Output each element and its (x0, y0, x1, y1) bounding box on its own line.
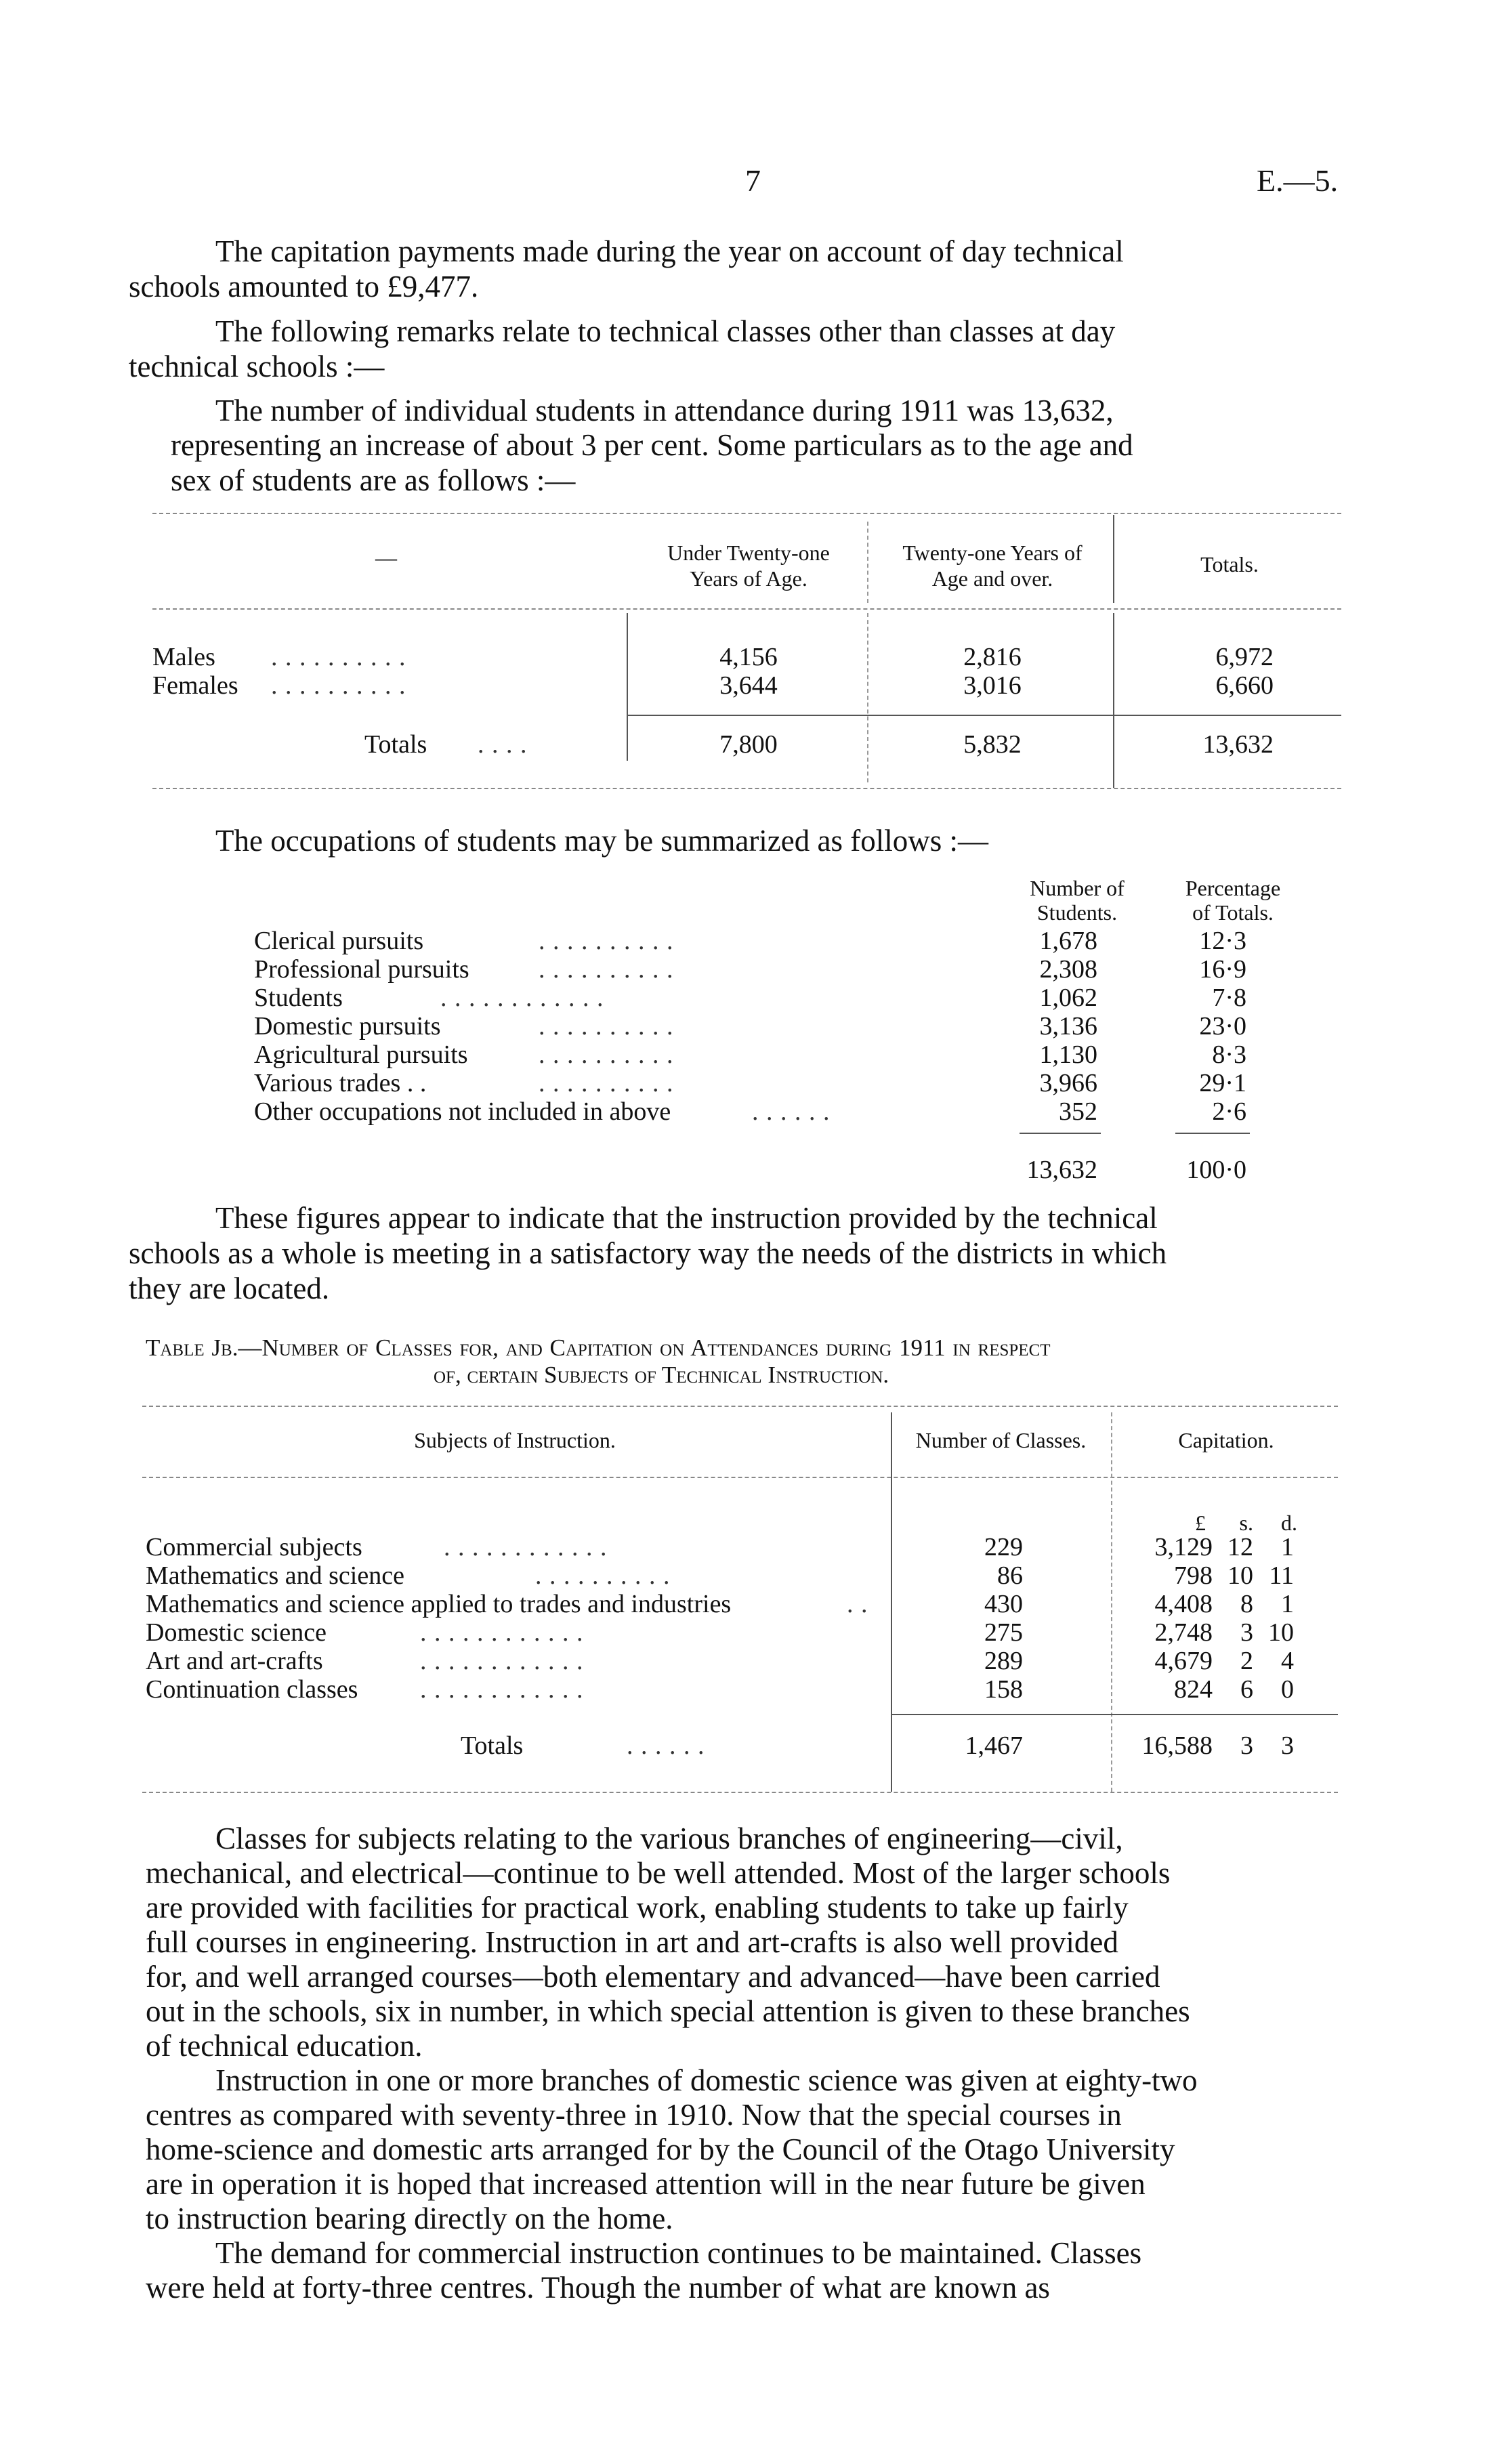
totals-total: 13,632 (1202, 730, 1274, 759)
occupation-pct: 12·3 (1199, 927, 1246, 955)
intro-line: The following remarks relate to technical classes other than classes at day (215, 314, 1116, 348)
females-over: 3,016 (963, 671, 1022, 700)
occupation-number: 1,062 (1039, 984, 1097, 1012)
document-reference: E.—5. (1257, 163, 1339, 198)
subject-shillings: 2 (1240, 1647, 1253, 1675)
occupation-pct: 8·3 (1212, 1040, 1246, 1069)
females-under: 3,644 (719, 671, 778, 700)
header-dash: — (375, 545, 397, 570)
header-number-of-classes: Number of Classes. (915, 1428, 1087, 1452)
header-21-and-over: Twenty-one Years of Age and over. (902, 541, 1083, 591)
table-jb-caption-line2: of, certain Subjects of Technical Instruction. (434, 1362, 889, 1388)
page-number: 7 (745, 163, 761, 198)
occupation-number: 352 (1059, 1097, 1097, 1126)
occupation-label: Students (254, 984, 343, 1012)
table-jb-caption-line1: Table Jb.—Number of Classes for, and Capitation on Attendances during 1911 in respect (146, 1334, 1051, 1361)
occupations-table: Number of Students. Percentage of Totals. Clerical pursuits . . . . . . . . . . 1,678 12·3 Professional pursuits . . . . . . . . . . 2,308 16·9 Students . . . . . . . . . . . . 1,062 7·8 Domestic pursuits . . . . . . . . . . 3,136 23·0 Agricultural pursuits . . . . . . . . . . 1,130 8·3 Various trades . . . . . . . . . . . . 3,966 29·1 Other occupations not included in above . . . . . . 352 2·6 13,632 100·0 (0, 0, 1512, 1219)
occupation-number: 3,136 (1039, 1012, 1097, 1040)
occupation-label: Clerical pursuits (254, 927, 424, 955)
subject-classes: 158 (984, 1675, 1023, 1704)
occupation-label: Various trades . . (254, 1069, 427, 1097)
occupation-label: Agricultural pursuits (254, 1040, 468, 1069)
subject-classes: 229 (984, 1533, 1023, 1561)
subject-total-classes: 1,467 (965, 1731, 1023, 1760)
subject-label: Mathematics and science applied to trades and industries (146, 1590, 732, 1618)
subject-shillings: 12 (1227, 1533, 1253, 1561)
totals-over: 5,832 (963, 730, 1022, 759)
unit-shillings: s. (1239, 1511, 1253, 1535)
intro-line: technical schools :— (129, 350, 385, 383)
occupation-number: 1,678 (1039, 927, 1097, 955)
subject-pence: 0 (1281, 1675, 1294, 1704)
subject-total-pounds: 16,588 (1141, 1731, 1213, 1760)
subject-pounds: 824 (1174, 1675, 1213, 1704)
row-label-females: Females (152, 671, 238, 700)
subject-pence: 1 (1281, 1533, 1294, 1561)
occupation-pct: 23·0 (1199, 1012, 1246, 1040)
subject-shillings: 8 (1240, 1590, 1253, 1618)
occupation-label: Domestic pursuits (254, 1012, 441, 1040)
subject-totals-label: Totals (461, 1731, 524, 1760)
subject-shillings: 10 (1227, 1561, 1253, 1590)
subject-label: Art and art-crafts (146, 1647, 323, 1675)
table-jb: Subjects of Instruction. Number of Classes. Capitation. £ s. d. Commercial subjects . . . . . . . . . . . . 229 3,129 12 1 Mathematics and science . . . . . . . . . . 86 798 10 11 Mathematics and science applied to trades and industries . . 430 4,408 8 1 Domestic science . . . . . . . . . . . . 275 2,748 3 10 Art and art-crafts . . . . . . . . . . . . 289 4,679 2 4 Continuation classes . . . . . . . . . . . . 158 824 6 0 Totals . . . . . . 1,467 16,588 3 3 (0, 0, 1512, 1829)
occupations-intro: The occupations of students may be summarized as follows :— (215, 824, 988, 858)
header-number-of-students: Number of Students. (1030, 876, 1125, 925)
subject-pounds: 4,679 (1154, 1647, 1213, 1675)
subject-classes: 289 (984, 1647, 1023, 1675)
header-totals: Totals. (1200, 552, 1259, 576)
intro-line: representing an increase of about 3 per cent. Some particulars as to the age and (171, 428, 1133, 462)
subject-pence: 10 (1268, 1618, 1294, 1647)
subject-pounds: 4,408 (1154, 1590, 1213, 1618)
occupation-label: Professional pursuits (254, 955, 469, 984)
subject-pounds: 798 (1174, 1561, 1213, 1590)
males-total: 6,972 (1215, 643, 1274, 671)
occupation-number: 1,130 (1039, 1040, 1097, 1069)
occupation-number: 3,966 (1039, 1069, 1097, 1097)
females-total: 6,660 (1215, 671, 1274, 700)
males-under: 4,156 (719, 643, 778, 671)
occupation-pct: 29·1 (1199, 1069, 1246, 1097)
subject-total-pence: 3 (1281, 1731, 1294, 1760)
subject-classes: 430 (984, 1590, 1023, 1618)
occupation-pct: 16·9 (1199, 955, 1246, 984)
subject-label: Commercial subjects (146, 1533, 362, 1561)
occupation-pct: 2·6 (1212, 1097, 1246, 1126)
subject-label: Mathematics and science (146, 1561, 404, 1590)
subject-pounds: 2,748 (1154, 1618, 1213, 1647)
intro-line: schools amounted to £9,477. (129, 270, 479, 303)
occupation-total-number: 13,632 (1026, 1156, 1097, 1184)
subject-label: Continuation classes (146, 1675, 358, 1704)
age-sex-table: — Under Twenty-one Years of Age. Twenty-one Years of Age and over. Totals. Males . . . . . . . . . . 4,156 2,816 6,972 Females . . . . . . . . . . 3,644 3,016 6,660 Totals . . . . 7,800 5,832 13,632 (0, 0, 1512, 813)
header-under-21: Under Twenty-one Years of Age. (667, 541, 830, 591)
occupation-number: 2,308 (1039, 955, 1097, 984)
subject-pence: 11 (1269, 1561, 1294, 1590)
conclusion-paragraph: These figures appear to indicate that the instruction provided by the technical schools as a whole is meeting in a satisfactory way the needs of the districts in which they are located. (129, 1201, 1167, 1305)
unit-pence: d. (1281, 1511, 1297, 1535)
subject-shillings: 6 (1240, 1675, 1253, 1704)
subject-shillings: 3 (1240, 1618, 1253, 1647)
intro-line: The capitation payments made during the year on account of day technical (215, 234, 1124, 268)
intro-line: sex of students are as follows :— (171, 463, 576, 497)
occupation-total-pct: 100·0 (1186, 1156, 1246, 1184)
intro-line: The number of individual students in attendance during 1911 was 13,632, (215, 394, 1114, 427)
header-subjects: Subjects of Instruction. (414, 1428, 616, 1452)
subject-pence: 1 (1281, 1590, 1294, 1618)
subject-classes: 275 (984, 1618, 1023, 1647)
unit-pounds: £ (1195, 1511, 1206, 1535)
subject-classes: 86 (997, 1561, 1023, 1590)
occupation-label: Other occupations not included in above (254, 1097, 671, 1126)
row-label-males: Males (152, 643, 215, 671)
closing-paragraphs: Classes for subjects relating to the various branches of engineering—civil, mechanical, and electrical—continue to be well attended. Most of the larger schools are provided with facilities for practical work, enabling students to take up fairly full courses in engineering. Instruction in art and art-crafts is also well provided for, and well arranged courses—both elementary and advanced—have been carried out in the schools, six in number, in which special attention is given to these branches of technical education. Instruction in one or more branches of domestic science was given at eighty-two centres as compared with seventy-three in 1910. Now that the special courses in home-science and domestic arts arranged for by the Council of the Otago University are in operation it is hoped that increased attention will in the near future be given to instruction bearing directly on the home. The demand for commercial instruction continues to be maintained. Classes were held at forty-three centres. Though the number of what are known as (146, 1822, 1198, 2305)
subject-label: Domestic science (146, 1618, 327, 1647)
header-percentage: Percentage of Totals. (1185, 876, 1281, 925)
subject-total-shillings: 3 (1240, 1731, 1253, 1760)
row-label-totals: Totals (364, 730, 427, 759)
totals-under: 7,800 (719, 730, 778, 759)
occupation-pct: 7·8 (1212, 984, 1246, 1012)
subject-pounds: 3,129 (1154, 1533, 1213, 1561)
subject-pence: 4 (1281, 1647, 1294, 1675)
males-over: 2,816 (963, 643, 1022, 671)
header-capitation: Capitation. (1178, 1428, 1274, 1452)
